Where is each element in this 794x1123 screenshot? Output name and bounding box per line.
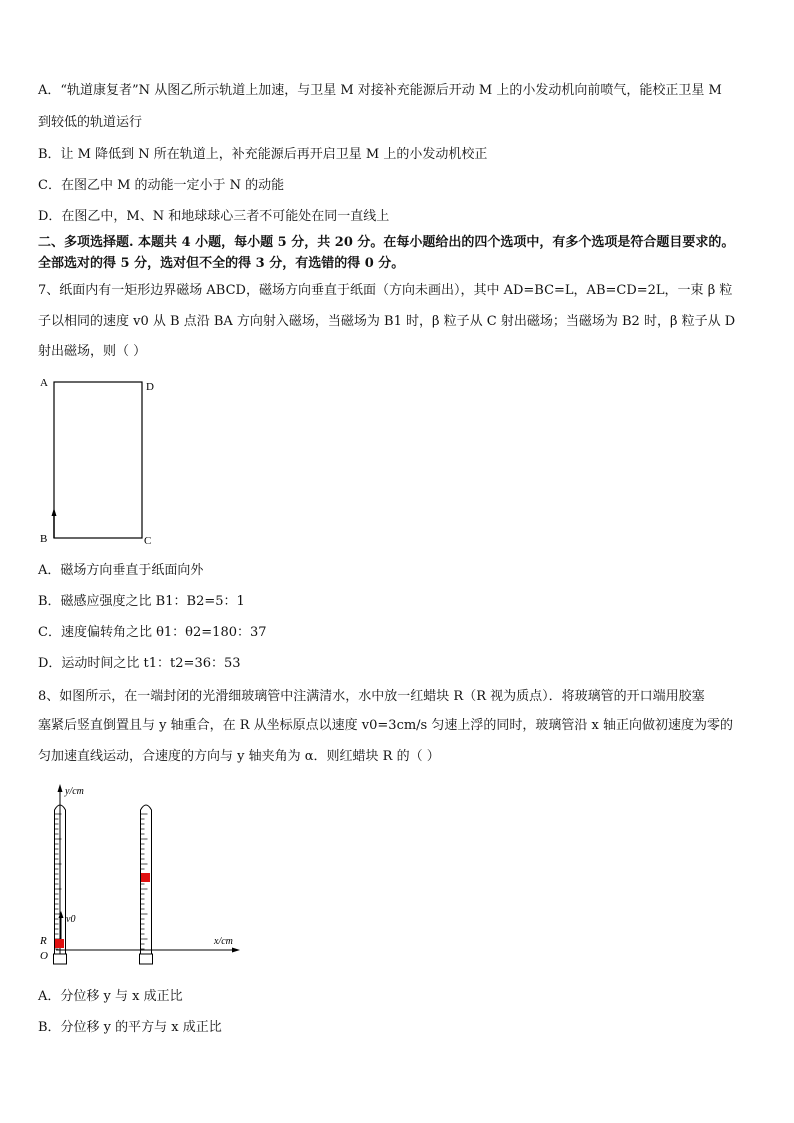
q7-rectangle-figure bbox=[36, 374, 166, 546]
v0-arrow-head bbox=[59, 911, 64, 918]
red-wax-block-start bbox=[55, 939, 64, 948]
y-axis-label: y/cm bbox=[65, 786, 84, 797]
q7-option-a: A．磁场方向垂直于纸面向外 bbox=[38, 563, 204, 578]
v0-label: v0 bbox=[66, 914, 76, 925]
glass-tube-right bbox=[140, 805, 153, 964]
label-D: D bbox=[146, 381, 154, 393]
tube-stopper bbox=[140, 954, 153, 964]
q6-option-d: D．在图乙中，M、N 和地球球心三者不可能处在同一直线上 bbox=[38, 209, 390, 224]
x-axis-label: x/cm bbox=[214, 936, 233, 947]
q6-option-c: C．在图乙中 M 的动能一定小于 N 的动能 bbox=[38, 178, 285, 193]
q8-option-a: A．分位移 y 与 x 成正比 bbox=[38, 989, 183, 1004]
q8-stem-line3: 匀加速直线运动，合速度的方向与 y 轴夹角为 α．则红蜡块 R 的（ ） bbox=[38, 749, 440, 764]
field-boundary bbox=[54, 382, 142, 538]
velocity-arrow-head bbox=[52, 508, 57, 516]
label-O: O bbox=[40, 950, 48, 962]
q6-option-a-line2: 到较低的轨道运行 bbox=[38, 115, 143, 130]
label-C: C bbox=[144, 535, 152, 546]
label-B: B bbox=[40, 533, 48, 545]
q7-stem-line1: 7、纸面内有一矩形边界磁场 ABCD，磁场方向垂直于纸面（方向未画出），其中 AD=BC=L，AB=CD=2L，一束 β 粒 bbox=[38, 283, 733, 298]
q7-stem-line3: 射出磁场，则（ ） bbox=[38, 344, 147, 359]
q7-option-d: D．运动时间之比 t1：t2=36：53 bbox=[38, 656, 241, 671]
tube-stopper bbox=[54, 954, 67, 964]
q8-glass-tube-figure bbox=[34, 778, 244, 978]
q7-option-b: B．磁感应强度之比 B1：B2=5：1 bbox=[38, 594, 245, 609]
label-A: A bbox=[40, 377, 48, 389]
q8-stem-line2: 塞紧后竖直倒置且与 y 轴重合，在 R 从坐标原点以速度 v0=3cm/s 匀速上浮的同时，玻璃管沿 x 轴正向做初速度为零的 bbox=[38, 718, 733, 733]
x-axis-arrow bbox=[232, 948, 240, 953]
y-axis-arrow bbox=[58, 784, 63, 792]
q6-option-b: B．让 M 降低到 N 所在轨道上，补充能源后再开启卫星 M 上的小发动机校正 bbox=[38, 147, 488, 162]
q6-option-a-line1: A．“轨道康复者”N 从图乙所示轨道上加速，与卫星 M 对接补充能源后开动 M 上的小发动机向前喷气，能校正卫星 M bbox=[38, 83, 722, 98]
label-R: R bbox=[40, 935, 47, 947]
q8-stem-line1: 8、如图所示，在一端封闭的光滑细玻璃管中注满清水，水中放一红蜡块 R（R 视为质点）．将玻璃管的开口端用胶塞 bbox=[38, 689, 705, 704]
section-heading-line1: 二、多项选择题. 本题共 4 小题，每小题 5 分，共 20 分。在每小题给出的四个选项中，有多个选项是符合题目要求的。 bbox=[38, 235, 735, 250]
q7-option-c: C．速度偏转角之比 θ1：θ2=180：37 bbox=[38, 625, 267, 640]
q8-option-b: B．分位移 y 的平方与 x 成正比 bbox=[38, 1020, 222, 1035]
red-wax-block-later bbox=[141, 873, 150, 882]
q7-stem-line2: 子以相同的速度 v0 从 B 点沿 BA 方向射入磁场，当磁场为 B1 时，β 粒子从 C 射出磁场；当磁场为 B2 时，β 粒子从 D bbox=[38, 314, 736, 329]
section-heading-line2: 全部选对的得 5 分，选对但不全的得 3 分，有选错的得 0 分。 bbox=[38, 256, 405, 271]
